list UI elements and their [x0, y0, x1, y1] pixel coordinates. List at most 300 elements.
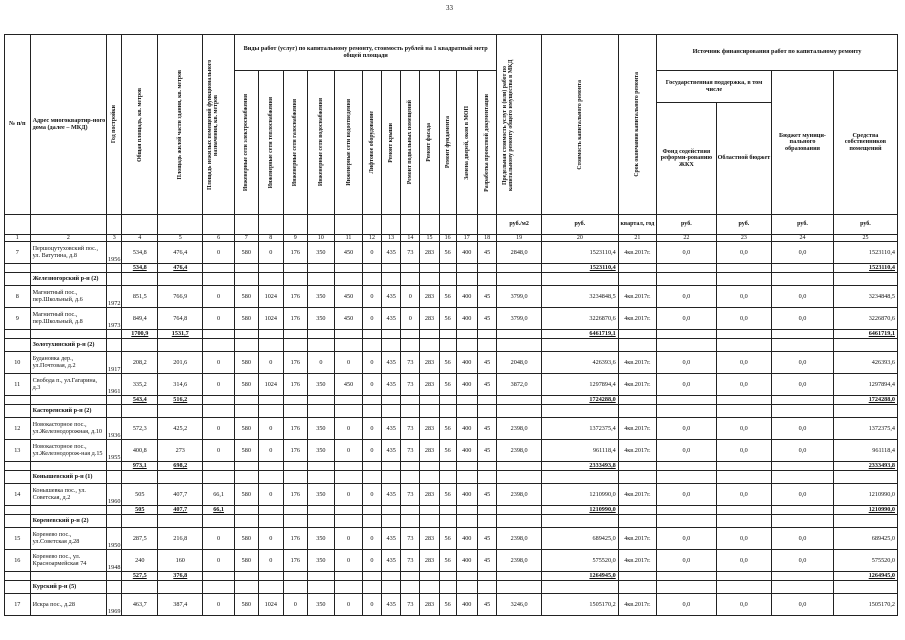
empty-cell — [258, 396, 284, 405]
table-row — [5, 352, 898, 374]
row-total-area: 240 — [122, 550, 158, 572]
row-living-area: 314,6 — [158, 374, 203, 396]
row-work-cost: 73 — [401, 418, 420, 440]
empty-cell — [420, 264, 439, 273]
empty-cell — [657, 396, 717, 405]
subtotal-nonresidential-area — [203, 330, 235, 339]
empty-cell — [382, 330, 401, 339]
row-work-cost: 0 — [362, 484, 381, 506]
row-total-area: 335,2 — [122, 374, 158, 396]
row-work-cost: 0 — [362, 286, 381, 308]
row-year: 1948 — [107, 550, 122, 572]
row-repair-cost: 426393,6 — [542, 352, 619, 374]
table-row — [5, 374, 898, 396]
empty-cell — [30, 396, 107, 405]
empty-cell — [362, 471, 381, 484]
header-works-group: Виды работ (услуг) по капитальному ремонту, стоимость рублей на 1 квадратный метр общей площади — [235, 35, 497, 71]
row-work-cost: 0 — [335, 440, 363, 462]
row-work-cost: 176 — [284, 484, 307, 506]
row-nonresidential-area: 66,1 — [203, 484, 235, 506]
empty-cell — [439, 405, 456, 418]
header-nonresidential-area: Площадь нежилых помещений функционального назначения, кв. метров — [206, 59, 219, 190]
row-limit-cost: 2848,0 — [497, 242, 542, 264]
header-municipal: Бюджет муници-пального образования — [772, 71, 834, 215]
row-year: 1973 — [107, 308, 122, 330]
row-year: 1917 — [107, 352, 122, 374]
row-living-area: 273 — [158, 440, 203, 462]
empty-cell — [30, 572, 107, 581]
empty-cell — [420, 581, 439, 594]
empty-cell — [456, 264, 477, 273]
row-limit-cost: 2048,0 — [497, 352, 542, 374]
subtotal-row — [5, 462, 898, 471]
district-row — [5, 515, 898, 528]
empty-cell — [772, 581, 834, 594]
empty-cell — [439, 581, 456, 594]
empty-cell — [258, 462, 284, 471]
column-number: 7 — [235, 235, 258, 242]
empty-cell — [420, 572, 439, 581]
empty-cell — [618, 581, 656, 594]
empty-cell — [122, 339, 158, 352]
row-own-funds: 1372375,4 — [833, 418, 897, 440]
row-work-cost: 0 — [335, 550, 363, 572]
row-work-cost: 435 — [382, 242, 401, 264]
empty-cell — [362, 273, 381, 286]
row-address: Новокасторное пос., ул.Железнодорож-ная д.15 — [30, 440, 107, 462]
row-work-cost: 56 — [439, 286, 456, 308]
row-work-cost: 0 — [335, 352, 363, 374]
empty-cell — [420, 339, 439, 352]
empty-cell — [362, 462, 381, 471]
empty-cell — [235, 506, 258, 515]
row-number: 16 — [5, 550, 31, 572]
row-address: Будановка дер., ул.Почтовая, д.2 — [30, 352, 107, 374]
row-work-cost: 400 — [456, 418, 477, 440]
row-work-cost: 283 — [420, 484, 439, 506]
header-work-type: Разработка проектной документации — [484, 93, 491, 192]
row-work-cost: 580 — [235, 242, 258, 264]
row-repair-cost: 1210990,0 — [542, 484, 619, 506]
row-deadline: 4кв.2017г. — [618, 528, 656, 550]
row-work-cost: 176 — [284, 528, 307, 550]
row-fund: 0,0 — [657, 528, 717, 550]
row-work-cost: 0 — [362, 352, 381, 374]
row-work-cost: 283 — [420, 308, 439, 330]
empty-cell — [456, 339, 477, 352]
row-municipal: 0,0 — [772, 528, 834, 550]
empty-cell — [477, 581, 496, 594]
empty-cell — [657, 330, 717, 339]
empty-cell — [307, 572, 335, 581]
row-work-cost: 350 — [307, 242, 335, 264]
row-work-cost: 1024 — [258, 374, 284, 396]
row-address: Искра пос., д.28 — [30, 594, 107, 616]
empty-cell — [107, 273, 122, 286]
empty-cell — [657, 339, 717, 352]
empty-cell — [5, 581, 31, 594]
empty-cell — [335, 405, 363, 418]
row-work-cost: 400 — [456, 440, 477, 462]
row-living-area: 216,8 — [158, 528, 203, 550]
column-number: 10 — [307, 235, 335, 242]
row-municipal: 0,0 — [772, 286, 834, 308]
row-nonresidential-area: 0 — [203, 308, 235, 330]
empty-cell — [382, 581, 401, 594]
row-fund: 0,0 — [657, 550, 717, 572]
row-deadline: 4кв.2017г. — [618, 418, 656, 440]
row-limit-cost: 3799,0 — [497, 308, 542, 330]
empty-cell — [382, 273, 401, 286]
empty-cell — [362, 405, 381, 418]
row-work-cost: 56 — [439, 374, 456, 396]
empty-cell — [477, 396, 496, 405]
empty-cell — [284, 339, 307, 352]
empty-cell — [235, 471, 258, 484]
row-living-area: 766,9 — [158, 286, 203, 308]
empty-cell — [235, 515, 258, 528]
row-living-area: 160 — [158, 550, 203, 572]
row-work-cost: 350 — [307, 440, 335, 462]
empty-cell — [456, 405, 477, 418]
subtotal-row — [5, 572, 898, 581]
subtotal-row — [5, 506, 898, 515]
row-work-cost: 450 — [335, 286, 363, 308]
row-limit-cost: 2398,0 — [497, 418, 542, 440]
empty-cell — [362, 572, 381, 581]
empty-cell — [258, 405, 284, 418]
empty-cell — [497, 405, 542, 418]
row-work-cost: 435 — [382, 440, 401, 462]
row-work-cost: 73 — [401, 374, 420, 396]
row-fund: 0,0 — [657, 594, 717, 616]
row-year: 1969 — [107, 594, 122, 616]
header-work-type: Ремонт крыши — [388, 122, 395, 163]
subtotal-row — [5, 264, 898, 273]
row-work-cost: 580 — [235, 550, 258, 572]
row-year: 1936 — [107, 418, 122, 440]
empty-cell — [235, 264, 258, 273]
row-work-cost: 0 — [258, 484, 284, 506]
district-row — [5, 273, 898, 286]
empty-cell — [107, 572, 122, 581]
empty-cell — [122, 405, 158, 418]
subtotal-total-area: 534,8 — [122, 264, 158, 273]
row-regional: 0,0 — [716, 242, 771, 264]
empty-cell — [235, 396, 258, 405]
row-municipal: 0,0 — [772, 440, 834, 462]
column-number: 5 — [158, 235, 203, 242]
row-address: Свобода п., ул.Гагарина, д.3 — [30, 374, 107, 396]
header-work-type: Ремонт фасада — [426, 123, 433, 162]
empty-cell — [107, 339, 122, 352]
empty-cell — [401, 396, 420, 405]
empty-cell — [335, 471, 363, 484]
row-work-cost: 0 — [258, 550, 284, 572]
row-nonresidential-area: 0 — [203, 528, 235, 550]
empty-cell — [401, 515, 420, 528]
subtotal-repair-cost: 6461719,1 — [542, 330, 619, 339]
row-number: 12 — [5, 418, 31, 440]
empty-cell — [107, 506, 122, 515]
empty-cell — [107, 515, 122, 528]
row-municipal: 0,0 — [772, 242, 834, 264]
header-address: Адрес многоквартир-ного дома (далее – МКД) — [30, 35, 107, 215]
empty-cell — [284, 515, 307, 528]
header-work-type: Ремонт фундамента — [444, 116, 451, 169]
empty-cell — [307, 396, 335, 405]
empty-cell — [439, 572, 456, 581]
row-work-cost: 350 — [307, 374, 335, 396]
row-work-cost: 45 — [477, 528, 496, 550]
row-work-cost: 0 — [362, 528, 381, 550]
empty-cell — [657, 264, 717, 273]
row-living-area: 407,7 — [158, 484, 203, 506]
empty-cell — [284, 396, 307, 405]
row-work-cost: 0 — [335, 418, 363, 440]
header-total-area: Общая площадь, кв. метров — [136, 87, 143, 162]
row-number: 10 — [5, 352, 31, 374]
row-work-cost: 580 — [235, 484, 258, 506]
district-row — [5, 339, 898, 352]
header-regional: Областной бюджет — [716, 103, 771, 215]
header-repair-cost: Стоимость капитального ремонта — [576, 79, 583, 170]
row-deadline: 4кв.2017г. — [618, 440, 656, 462]
empty-cell — [420, 515, 439, 528]
subtotal-own-funds: 1724288,0 — [833, 396, 897, 405]
row-regional: 0,0 — [716, 484, 771, 506]
row-repair-cost: 689425,0 — [542, 528, 619, 550]
row-work-cost: 0 — [335, 594, 363, 616]
row-living-area: 387,4 — [158, 594, 203, 616]
row-deadline: 4кв.2017г. — [618, 484, 656, 506]
row-repair-cost: 3234848,5 — [542, 286, 619, 308]
row-living-area: 476,4 — [158, 242, 203, 264]
row-work-cost: 450 — [335, 242, 363, 264]
empty-cell — [716, 515, 771, 528]
row-regional: 0,0 — [716, 440, 771, 462]
subtotal-own-funds: 1523110,4 — [833, 264, 897, 273]
empty-cell — [439, 330, 456, 339]
row-regional: 0,0 — [716, 308, 771, 330]
empty-cell — [307, 471, 335, 484]
empty-cell — [258, 273, 284, 286]
empty-cell — [335, 506, 363, 515]
empty-cell — [497, 462, 542, 471]
row-work-cost: 435 — [382, 286, 401, 308]
empty-cell — [833, 515, 897, 528]
row-work-cost: 73 — [401, 528, 420, 550]
subtotal-nonresidential-area: 66,1 — [203, 506, 235, 515]
row-work-cost: 580 — [235, 286, 258, 308]
table-row — [5, 286, 898, 308]
row-work-cost: 56 — [439, 352, 456, 374]
row-work-cost: 435 — [382, 550, 401, 572]
empty-cell — [716, 405, 771, 418]
empty-cell — [497, 396, 542, 405]
empty-cell — [107, 396, 122, 405]
row-work-cost: 283 — [420, 352, 439, 374]
row-work-cost: 0 — [362, 308, 381, 330]
header-work-type: Инженерные сети водоснабжения — [317, 98, 324, 187]
row-work-cost: 176 — [284, 374, 307, 396]
row-regional: 0,0 — [716, 594, 771, 616]
empty-cell — [497, 471, 542, 484]
empty-cell — [203, 515, 235, 528]
empty-cell — [716, 330, 771, 339]
empty-cell — [235, 330, 258, 339]
row-deadline: 4кв.2017г. — [618, 550, 656, 572]
empty-cell — [497, 572, 542, 581]
row-year: 1961 — [107, 374, 122, 396]
row-work-cost: 283 — [420, 528, 439, 550]
row-work-cost: 435 — [382, 484, 401, 506]
empty-cell — [772, 273, 834, 286]
empty-cell — [420, 330, 439, 339]
subtotal-living-area: 516,2 — [158, 396, 203, 405]
column-number: 13 — [382, 235, 401, 242]
column-number: 22 — [657, 235, 717, 242]
header-work-type: Инженерные сети теплоснабжения — [267, 96, 274, 189]
row-nonresidential-area: 0 — [203, 352, 235, 374]
empty-cell — [477, 462, 496, 471]
subtotal-repair-cost: 1724288,0 — [542, 396, 619, 405]
empty-cell — [456, 273, 477, 286]
district-name: Кореневский р-н (2) — [30, 515, 107, 528]
row-work-cost: 435 — [382, 308, 401, 330]
unit-own: руб. — [833, 215, 897, 235]
row-year: 1960 — [107, 484, 122, 506]
column-number: 15 — [420, 235, 439, 242]
empty-cell — [203, 581, 235, 594]
empty-cell — [420, 396, 439, 405]
subtotal-own-funds: 2333493,8 — [833, 462, 897, 471]
empty-cell — [5, 405, 31, 418]
column-number: 20 — [542, 235, 619, 242]
row-work-cost: 0 — [258, 418, 284, 440]
empty-cell — [5, 471, 31, 484]
header-state-support: Государственная поддержка, в том числе — [657, 71, 772, 103]
empty-cell — [362, 339, 381, 352]
row-own-funds: 689425,0 — [833, 528, 897, 550]
empty-cell — [284, 572, 307, 581]
empty-cell — [477, 506, 496, 515]
empty-cell — [382, 515, 401, 528]
empty-cell — [497, 339, 542, 352]
empty-cell — [542, 581, 619, 594]
table-row — [5, 242, 898, 264]
row-work-cost: 56 — [439, 528, 456, 550]
empty-cell — [5, 572, 31, 581]
header-work-type: Инженерные сети водоотведения — [345, 99, 352, 186]
row-work-cost: 0 — [335, 484, 363, 506]
row-regional: 0,0 — [716, 374, 771, 396]
empty-cell — [833, 581, 897, 594]
empty-cell — [772, 405, 834, 418]
row-work-cost: 580 — [235, 374, 258, 396]
row-total-area: 505 — [122, 484, 158, 506]
subtotal-total-area: 973,1 — [122, 462, 158, 471]
row-work-cost: 580 — [235, 594, 258, 616]
row-year: 1972 — [107, 286, 122, 308]
row-fund: 0,0 — [657, 308, 717, 330]
empty-cell — [5, 515, 31, 528]
row-work-cost: 0 — [401, 286, 420, 308]
empty-cell — [362, 264, 381, 273]
empty-cell — [284, 330, 307, 339]
row-repair-cost: 1505170,2 — [542, 594, 619, 616]
row-repair-cost: 3226870,6 — [542, 308, 619, 330]
empty-cell — [30, 462, 107, 471]
row-limit-cost: 2398,0 — [497, 550, 542, 572]
row-work-cost: 400 — [456, 550, 477, 572]
row-work-cost: 350 — [307, 550, 335, 572]
empty-cell — [335, 330, 363, 339]
empty-cell — [456, 581, 477, 594]
column-number: 25 — [833, 235, 897, 242]
row-total-area: 287,5 — [122, 528, 158, 550]
empty-cell — [382, 471, 401, 484]
row-nonresidential-area: 0 — [203, 286, 235, 308]
empty-cell — [439, 273, 456, 286]
row-regional: 0,0 — [716, 352, 771, 374]
row-limit-cost: 2398,0 — [497, 440, 542, 462]
empty-cell — [772, 506, 834, 515]
empty-cell — [258, 264, 284, 273]
empty-cell — [203, 405, 235, 418]
table-row — [5, 484, 898, 506]
empty-cell — [497, 273, 542, 286]
row-work-cost: 1024 — [258, 308, 284, 330]
empty-cell — [362, 581, 381, 594]
row-work-cost: 400 — [456, 374, 477, 396]
empty-cell — [542, 515, 619, 528]
subtotal-total-area: 505 — [122, 506, 158, 515]
row-total-area: 849,4 — [122, 308, 158, 330]
empty-cell — [657, 572, 717, 581]
unit-limit: руб./м2 — [497, 215, 542, 235]
subtotal-living-area: 407,7 — [158, 506, 203, 515]
row-repair-cost: 961118,4 — [542, 440, 619, 462]
row-work-cost: 45 — [477, 374, 496, 396]
empty-cell — [833, 339, 897, 352]
row-nonresidential-area: 0 — [203, 374, 235, 396]
district-row — [5, 405, 898, 418]
empty-cell — [258, 339, 284, 352]
empty-cell — [284, 462, 307, 471]
empty-cell — [439, 264, 456, 273]
unit-municipal: руб. — [772, 215, 834, 235]
empty-cell — [307, 462, 335, 471]
subtotal-row — [5, 396, 898, 405]
row-work-cost: 45 — [477, 308, 496, 330]
subtotal-row — [5, 330, 898, 339]
row-work-cost: 56 — [439, 418, 456, 440]
empty-cell — [772, 471, 834, 484]
row-repair-cost: 1523110,4 — [542, 242, 619, 264]
empty-cell — [439, 462, 456, 471]
subtotal-living-area: 1531,7 — [158, 330, 203, 339]
row-own-funds: 3234848,5 — [833, 286, 897, 308]
empty-cell — [107, 462, 122, 471]
column-number: 18 — [477, 235, 496, 242]
empty-cell — [307, 264, 335, 273]
row-work-cost: 0 — [362, 550, 381, 572]
column-number: 1 — [5, 235, 31, 242]
row-work-cost: 45 — [477, 352, 496, 374]
row-address: Першоцутуховский пос., ул. Ватутина, д.8 — [30, 242, 107, 264]
row-work-cost: 400 — [456, 308, 477, 330]
